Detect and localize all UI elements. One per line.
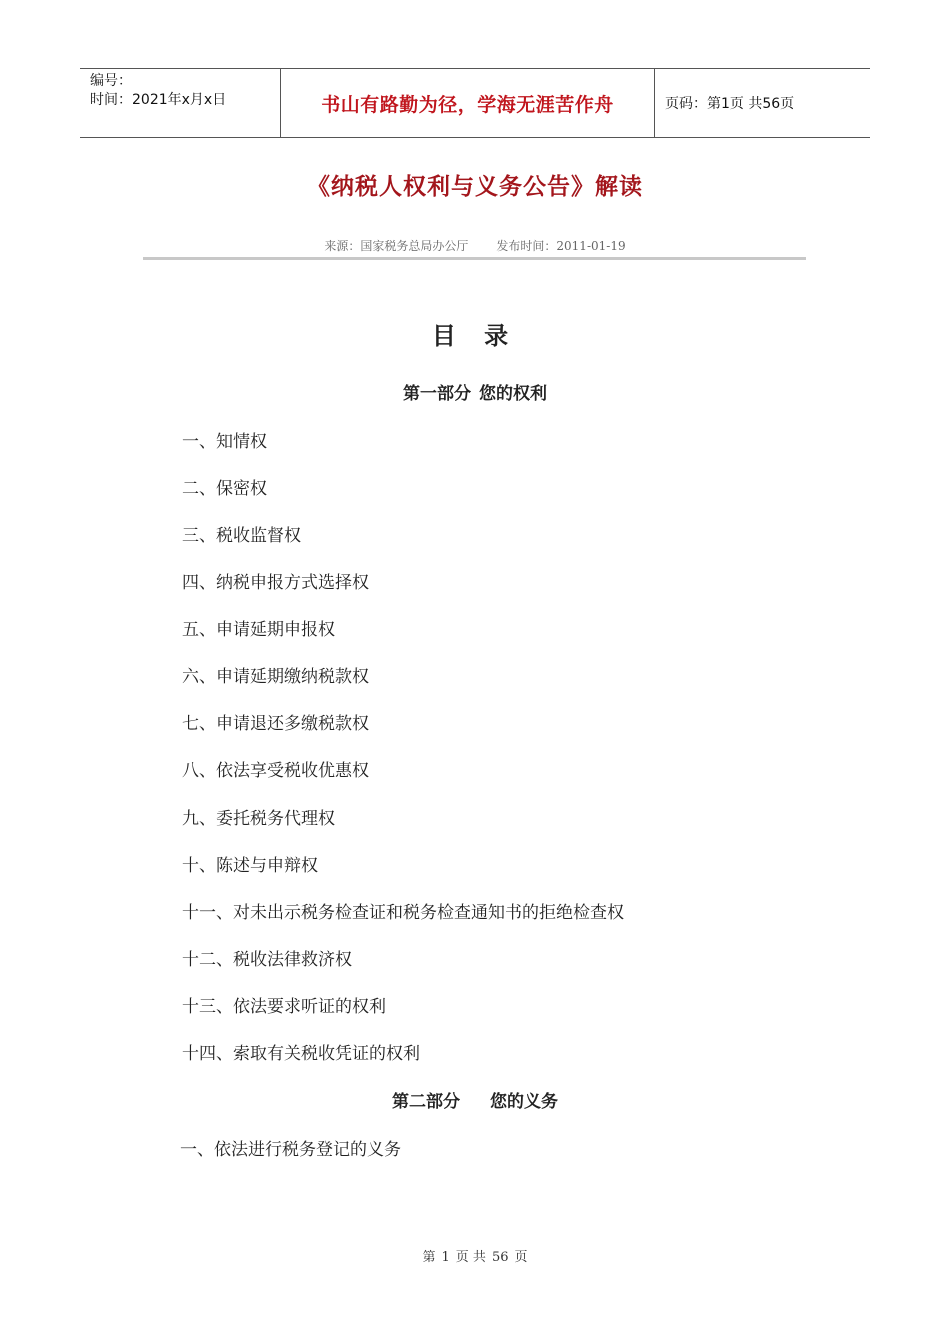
part1-label: 第一部分 xyxy=(403,384,471,404)
source-divider xyxy=(143,257,806,260)
header-motto: 书山有路勤为径，学海无涯苦作舟 xyxy=(321,93,614,116)
toc-item[interactable]: 二、保密权 xyxy=(182,479,267,499)
toc-item[interactable]: 十三、依法要求听证的权利 xyxy=(182,997,386,1017)
toc-item[interactable]: 九、委托税务代理权 xyxy=(182,809,335,829)
part1-heading xyxy=(0,379,950,404)
page-footer xyxy=(0,1246,950,1265)
footer-total-pages: 56 xyxy=(491,1250,509,1265)
document-time-label: 时间：2021年x月x日 xyxy=(90,92,227,108)
document-number-label: 编号： xyxy=(90,73,132,89)
header-motto-cell xyxy=(281,69,655,137)
toc-title: 目 录 xyxy=(431,322,519,350)
part2-title: 您的义务 xyxy=(490,1092,558,1112)
document-title: 《纳税人权利与义务公告》解读 xyxy=(307,174,643,200)
toc-item[interactable]: 五、申请延期申报权 xyxy=(182,620,335,640)
toc-item[interactable]: 十四、索取有关税收凭证的权利 xyxy=(182,1044,420,1064)
footer-prefix: 第 xyxy=(422,1250,436,1265)
toc-item[interactable]: 十二、税收法律救济权 xyxy=(182,950,352,970)
header-page-cell xyxy=(655,69,870,137)
publish-date: 发布时间：2011-01-19 xyxy=(496,239,626,253)
toc-item[interactable]: 七、申请退还多缴税款权 xyxy=(182,714,369,734)
toc-item[interactable]: 十一、对未出示税务检查证和税务检查通知书的拒绝检查权 xyxy=(182,903,624,923)
source-line xyxy=(0,237,950,254)
toc-item[interactable]: 三、税收监督权 xyxy=(182,526,301,546)
part1-title: 您的权利 xyxy=(479,384,547,404)
toc-item[interactable]: 六、申请延期缴纳税款权 xyxy=(182,667,369,687)
toc-item[interactable]: 一、知情权 xyxy=(182,432,267,452)
footer-page-number: 1 xyxy=(441,1250,450,1265)
header-page-info: 页码：第1页 共56页 xyxy=(665,96,795,112)
header-table xyxy=(80,68,870,138)
footer-suffix: 页 xyxy=(514,1250,528,1265)
part2-label: 第二部分 xyxy=(392,1092,460,1112)
toc-item[interactable]: 四、纳税申报方式选择权 xyxy=(182,573,369,593)
part2-heading xyxy=(0,1087,950,1112)
header-meta-cell xyxy=(80,69,281,137)
toc-item[interactable]: 八、依法享受税收优惠权 xyxy=(182,761,369,781)
footer-mid: 页 共 xyxy=(455,1250,486,1265)
source-label: 来源：国家税务总局办公厅 xyxy=(324,239,469,253)
toc-item[interactable]: 一、依法进行税务登记的义务 xyxy=(180,1140,401,1160)
toc-item[interactable]: 十、陈述与申辩权 xyxy=(182,856,318,876)
